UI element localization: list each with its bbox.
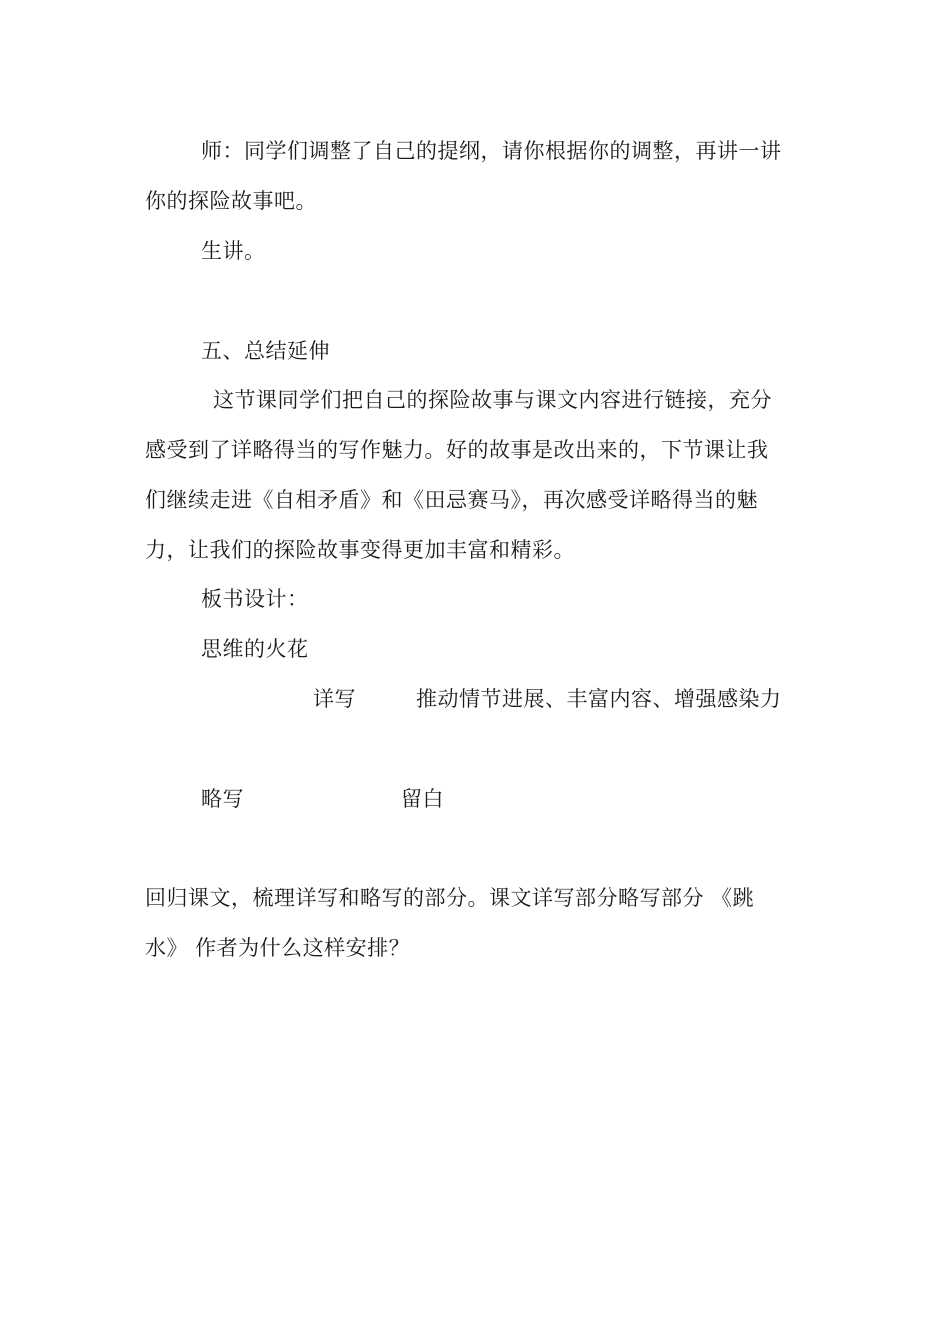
brief-label: 略写 — [201, 787, 244, 811]
paragraph-summary-line-1: 这节课同学们把自己的探险故事与课文内容进行链接，充分 — [213, 388, 772, 412]
paragraph-summary-line-4: 力，让我们的探险故事变得更加丰富和精彩。 — [145, 538, 575, 562]
board-design-label: 板书设计： — [201, 587, 309, 611]
paragraph-summary-line-2: 感受到了详略得当的写作魅力。好的故事是改出来的，下节课让我 — [145, 438, 769, 462]
detail-text: 推动情节进展、丰富内容、增强感染力 — [416, 687, 782, 711]
paragraph-review-line-2: 水》 作者为什么这样安排？ — [145, 936, 411, 960]
paragraph-teacher-line-2: 你的探险故事吧。 — [145, 189, 317, 213]
paragraph-teacher-line-1: 师：同学们调整了自己的提纲，请你根据你的调整，再讲一讲 — [201, 139, 782, 163]
paragraph-summary-line-3: 们继续走进《自相矛盾》和《田忌赛马》，再次感受详略得当的魅 — [145, 488, 758, 512]
detail-label: 详写 — [313, 687, 356, 711]
brief-text: 留白 — [401, 787, 444, 811]
paragraph-student: 生讲。 — [201, 239, 266, 263]
paragraph-review-line-1: 回归课文，梳理详写和略写的部分。课文详写部分略写部分 《跳 — [145, 886, 755, 910]
board-title: 思维的火花 — [201, 637, 309, 661]
section-heading: 五、总结延伸 — [201, 339, 330, 363]
